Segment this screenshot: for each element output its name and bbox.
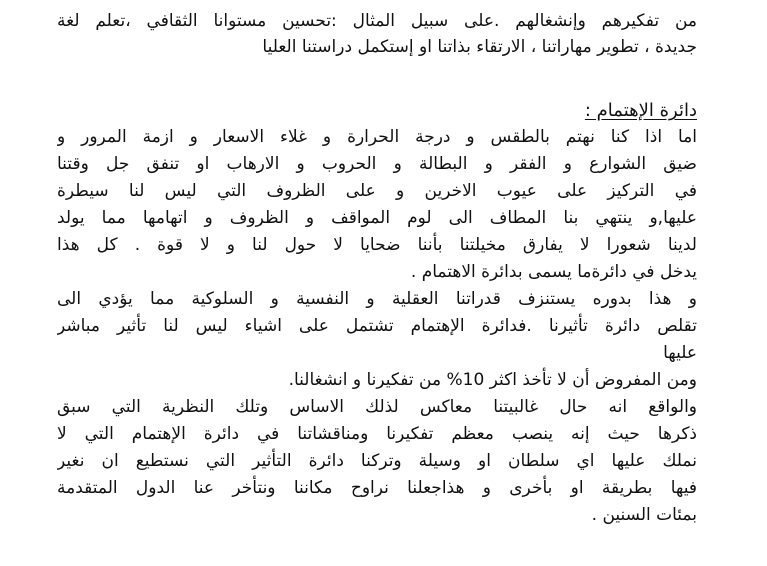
paragraph-4-line-2: ذكرها حيث إنه ينصب معظم تفكيرنا ومناقشاتنا في دائرة الإهتمام التي لا xyxy=(57,424,697,444)
paragraph-2-line-3: عليها xyxy=(663,343,697,363)
paragraph-1-line-4: عليها,و ينتهي بنا المطاف الى لوم المواقف و الظروف و اتهامها مما يولد xyxy=(57,208,697,228)
paragraph-2-line-2: تقلص دائرة تأثيرنا .فدائرة الإهتمام تشتمل على اشياء ليس لنا تأثير مباشر xyxy=(57,316,697,336)
paragraph-2-line-1: و هذا بدوره يستنزف قدراتنا العقلية و النفسية و السلوكية مما يؤدي الى xyxy=(57,289,697,309)
paragraph-4-line-1: والواقع انه حال غالبيتنا معاكس لذلك الاساس وتلك النظرية التي سبق xyxy=(57,397,697,417)
paragraph-1-line-2: ضيق الشوارع و الفقر و البطالة و الحروب و الارهاب او تنفق جل وقتنا xyxy=(57,154,697,174)
paragraph-1-line-6: يدخل في دائرةما يسمى بدائرة الاهتمام . xyxy=(410,262,697,282)
paragraph-1-line-3: في التركيز على عيوب الاخرين و على الظروف التي ليس لنا سيطرة xyxy=(57,181,697,201)
paragraph-4-line-5: بمئات السنين . xyxy=(591,505,697,525)
paragraph-3-line-1: ومن المفروض أن لا تأخذ اكثر 10% من تفكيرنا و انشغالنا. xyxy=(288,370,697,390)
paragraph-4-line-3: نملك عليها اي سلطان او وسيلة وتركنا دائرة التأثير التي نستطيع ان نغير xyxy=(57,451,697,471)
intro-line-1: من تفكيرهم وإنشغالهم .على سبيل المثال :تحسين مستوانا الثقافي ،تعلم لغة xyxy=(57,11,697,31)
paragraph-1-line-5: لدينا شعورا لا يفارق مخيلتنا بأننا ضحايا لا حول لنا و لا قوة . كل هذا xyxy=(57,235,697,255)
intro-line-2: جديدة ، تطوير مهاراتنا ، الارتقاء بذاتنا او إستكمل دراستنا العليا xyxy=(262,37,697,57)
paragraph-1-line-1: اما اذا كنا نهتم بالطقس و درجة الحرارة و غلاء الاسعار و ازمة المرور و xyxy=(57,127,697,147)
paragraph-4-line-4: فيها بطريقة او بأخرى و هذاجعلنا نراوح مكاننا ونتأخر عنا الدول المتقدمة xyxy=(57,478,697,498)
section-heading: دائرة الإهتمام : xyxy=(584,100,697,121)
